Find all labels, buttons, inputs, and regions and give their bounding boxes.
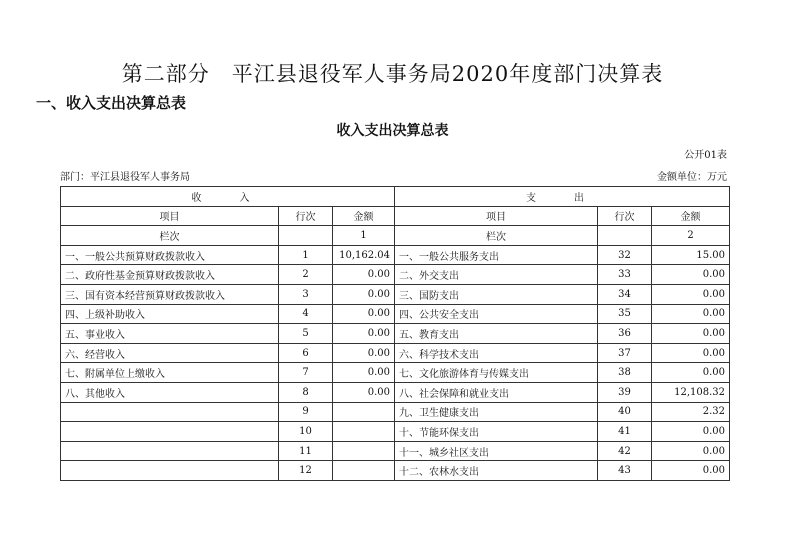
income-order-blank: [279, 226, 333, 246]
income-rowno-cell: 6: [279, 343, 333, 363]
income-amount-cell: [333, 461, 395, 481]
table-row: [61, 245, 730, 265]
income-item-cell: [61, 422, 279, 442]
income-rowno-cell: 9: [279, 402, 333, 422]
income-item-cell: [61, 402, 279, 422]
table-row: [61, 265, 730, 285]
section-heading: 一、收入支出决算总表: [36, 94, 187, 112]
income-amount-cell: 0.00: [333, 343, 395, 363]
table-row: [61, 441, 730, 461]
expense-item-cell: 六、科学技术支出: [395, 343, 598, 363]
expense-item-cell: 十、节能环保支出: [395, 422, 598, 442]
unit-label: 金额单位：万元: [657, 172, 727, 183]
expense-order-blank: [598, 226, 652, 246]
income-amount-cell: 0.00: [333, 382, 395, 402]
expense-order-label: 栏次: [395, 226, 598, 246]
income-rowno-cell: 4: [279, 304, 333, 324]
income-expense-table: [60, 186, 730, 481]
income-amount-cell: [333, 441, 395, 461]
expense-amount-cell: 0.00: [652, 461, 730, 481]
expense-item-cell: 八、社会保障和就业支出: [395, 382, 598, 402]
table-row: [61, 324, 730, 344]
expense-rowno-cell: 39: [598, 382, 652, 402]
form-number: 公开01表: [684, 150, 727, 161]
income-rowno-cell: 11: [279, 441, 333, 461]
income-item-cell: 四、上级补助收入: [61, 304, 279, 324]
income-amount-cell: [333, 422, 395, 442]
expense-amount-cell: 2.32: [652, 402, 730, 422]
income-item-cell: 六、经营收入: [61, 343, 279, 363]
income-rowno-cell: 8: [279, 382, 333, 402]
expense-rowno-cell: 33: [598, 265, 652, 285]
expense-item-cell: 十二、农林水支出: [395, 461, 598, 481]
income-amount-header: 金额: [333, 206, 395, 226]
table-row: [61, 402, 730, 422]
table-row: [61, 304, 730, 324]
expense-rowno-cell: 41: [598, 422, 652, 442]
expense-group-header: 支 出: [395, 187, 730, 207]
header-row-order: [61, 226, 730, 246]
header-row-group: [61, 187, 730, 207]
expense-item-cell: 二、外交支出: [395, 265, 598, 285]
expense-rowno-cell: 38: [598, 363, 652, 383]
expense-amount-cell: 0.00: [652, 422, 730, 442]
department-label: 部门：平江县退役军人事务局: [60, 172, 190, 183]
expense-rowno-cell: 32: [598, 245, 652, 265]
income-amount-cell: 0.00: [333, 265, 395, 285]
income-item-cell: 八、其他收入: [61, 382, 279, 402]
expense-amount-cell: 0.00: [652, 324, 730, 344]
expense-item-cell: 四、公共安全支出: [395, 304, 598, 324]
expense-rowno-cell: 43: [598, 461, 652, 481]
income-rowno-cell: 10: [279, 422, 333, 442]
income-amount-cell: [333, 402, 395, 422]
expense-amount-cell: 0.00: [652, 343, 730, 363]
expense-rowno-cell: 37: [598, 343, 652, 363]
income-group-header: 收 入: [61, 187, 395, 207]
income-rowno-cell: 5: [279, 324, 333, 344]
expense-amount-cell: 0.00: [652, 304, 730, 324]
expense-rowno-cell: 42: [598, 441, 652, 461]
income-rowno-cell: 2: [279, 265, 333, 285]
income-amount-cell: 0.00: [333, 363, 395, 383]
income-item-cell: 二、政府性基金预算财政拨款收入: [61, 265, 279, 285]
income-rowno-cell: 1: [279, 245, 333, 265]
income-order-label: 栏次: [61, 226, 279, 246]
income-item-cell: 三、国有资本经营预算财政拨款收入: [61, 284, 279, 304]
page-title: 第二部分 平江县退役军人事务局2020年度部门决算表: [121, 62, 664, 86]
income-order-number: 1: [333, 226, 395, 246]
expense-item-cell: 九、卫生健康支出: [395, 402, 598, 422]
expense-amount-cell: 0.00: [652, 265, 730, 285]
expense-order-number: 2: [652, 226, 730, 246]
expense-amount-cell: 0.00: [652, 284, 730, 304]
table-row: [61, 382, 730, 402]
table-row: [61, 343, 730, 363]
expense-item-cell: 七、文化旅游体育与传媒支出: [395, 363, 598, 383]
expense-item-cell: 五、教育支出: [395, 324, 598, 344]
income-item-cell: [61, 441, 279, 461]
income-item-cell: 七、附属单位上缴收入: [61, 363, 279, 383]
expense-item-header: 项目: [395, 206, 598, 226]
expense-rowno-cell: 34: [598, 284, 652, 304]
table-row: [61, 422, 730, 442]
expense-amount-cell: 0.00: [652, 441, 730, 461]
expense-rowno-cell: 36: [598, 324, 652, 344]
table-row: [61, 284, 730, 304]
income-rowno-cell: 12: [279, 461, 333, 481]
expense-amount-cell: 0.00: [652, 363, 730, 383]
income-amount-cell: 0.00: [333, 304, 395, 324]
expense-item-cell: 十一、城乡社区支出: [395, 441, 598, 461]
income-rowno-cell: 7: [279, 363, 333, 383]
income-amount-cell: 0.00: [333, 324, 395, 344]
expense-amount-cell: 12,108.32: [652, 382, 730, 402]
income-rowno-header: 行次: [279, 206, 333, 226]
header-row-columns: [61, 206, 730, 226]
income-item-cell: 一、一般公共预算财政拨款收入: [61, 245, 279, 265]
expense-item-cell: 一、一般公共服务支出: [395, 245, 598, 265]
expense-amount-cell: 15.00: [652, 245, 730, 265]
income-rowno-cell: 3: [279, 284, 333, 304]
income-item-cell: [61, 461, 279, 481]
income-item-header: 项目: [61, 206, 279, 226]
expense-rowno-header: 行次: [598, 206, 652, 226]
expense-item-cell: 三、国防支出: [395, 284, 598, 304]
income-amount-cell: 0.00: [333, 284, 395, 304]
income-amount-cell: 10,162.04: [333, 245, 395, 265]
expense-amount-header: 金额: [652, 206, 730, 226]
table-row: [61, 363, 730, 383]
expense-rowno-cell: 35: [598, 304, 652, 324]
table-title: 收入支出决算总表: [336, 123, 449, 139]
expense-rowno-cell: 40: [598, 402, 652, 422]
table-row: [61, 461, 730, 481]
income-item-cell: 五、事业收入: [61, 324, 279, 344]
